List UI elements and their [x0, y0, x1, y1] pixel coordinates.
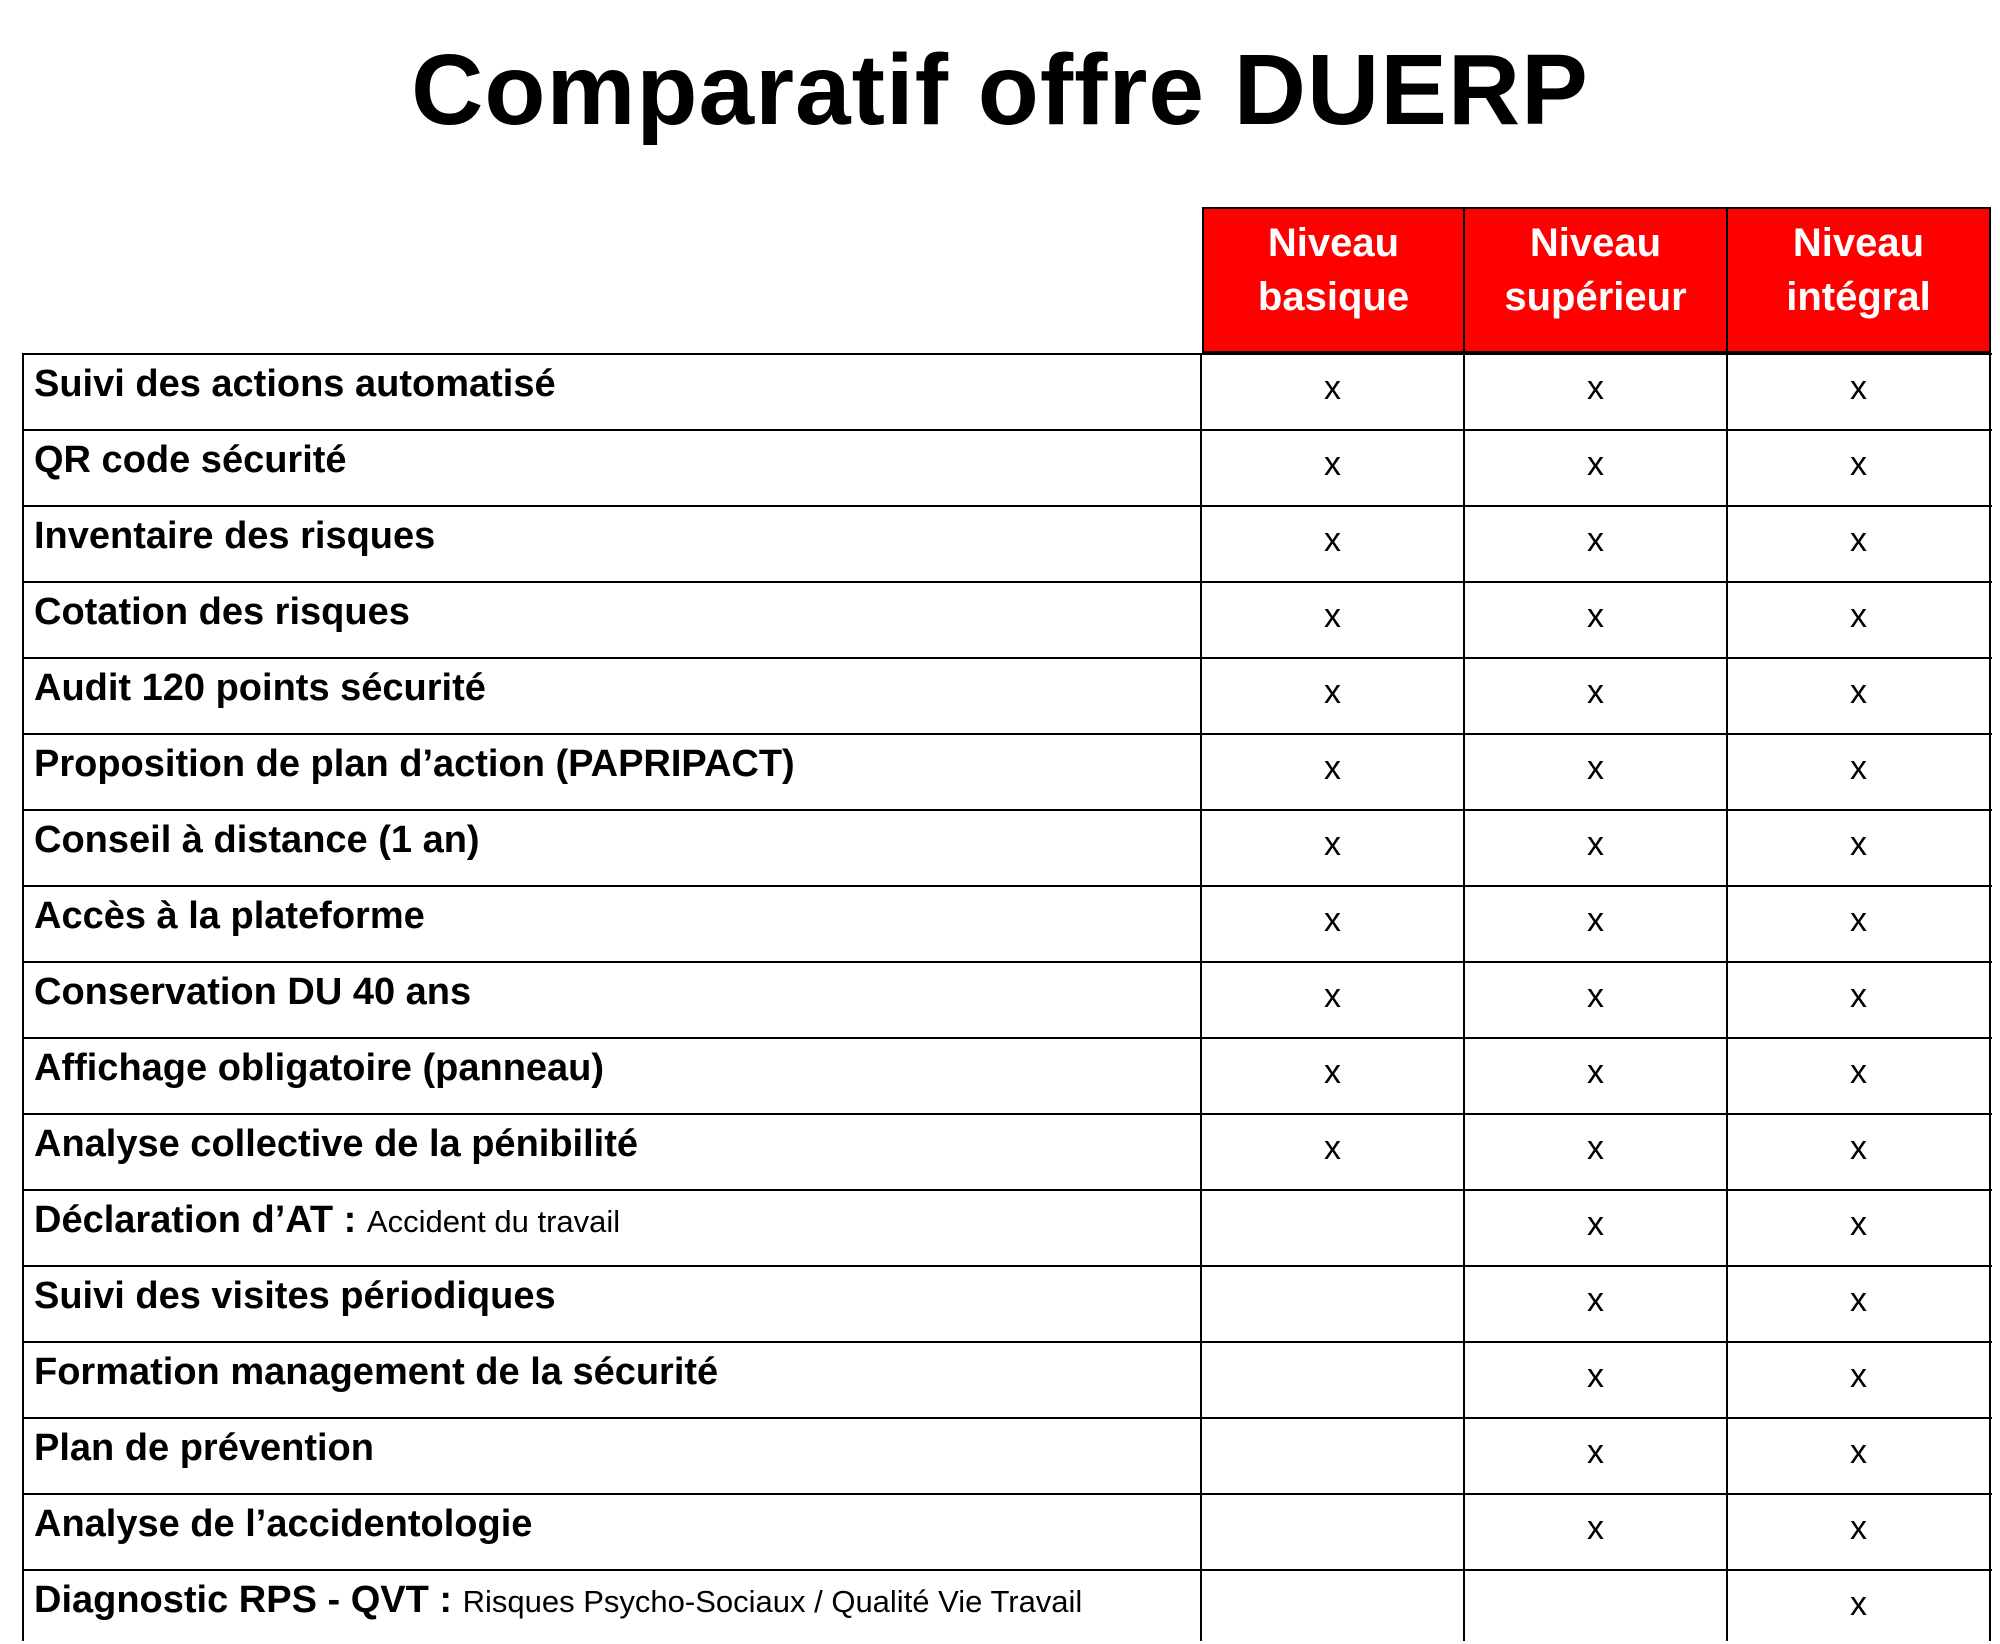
feature-cell	[22, 1419, 1202, 1493]
column-header-integral	[1728, 207, 1991, 353]
column-header-line: intégral	[1786, 275, 1931, 319]
column-header-line: basique	[1257, 275, 1410, 319]
feature-cell	[22, 1039, 1202, 1113]
feature-cell	[22, 811, 1202, 885]
feature-label: Formation management de la sécurité	[34, 1351, 719, 1393]
table-row	[22, 1495, 1992, 1571]
mark-cell: x	[1202, 1115, 1465, 1189]
feature-cell	[22, 1191, 1202, 1265]
mark-cell: x	[1465, 355, 1728, 429]
comparison-table	[22, 207, 1992, 1641]
mark-cell: x	[1202, 1039, 1465, 1113]
mark-cell: x	[1728, 355, 1991, 429]
feature-label: Diagnostic RPS - QVT :	[34, 1579, 463, 1621]
table-row	[22, 507, 1992, 583]
feature-label: Affichage obligatoire (panneau)	[34, 1047, 605, 1089]
mark-cell: x	[1465, 1267, 1728, 1341]
header-spacer	[22, 207, 1202, 353]
feature-cell	[22, 659, 1202, 733]
mark-cell: x	[1465, 735, 1728, 809]
feature-label: Conservation DU 40 ans	[34, 971, 472, 1013]
mark-cell: x	[1202, 583, 1465, 657]
feature-label: Analyse de l’accidentologie	[34, 1503, 533, 1545]
feature-label: Cotation des risques	[34, 591, 410, 633]
feature-cell	[22, 735, 1202, 809]
feature-label: Proposition de plan d’action (PAPRIPACT)	[34, 743, 795, 785]
mark-cell: x	[1202, 431, 1465, 505]
mark-cell: x	[1728, 1191, 1991, 1265]
feature-label: Accès à la plateforme	[34, 895, 425, 937]
mark-cell	[1465, 1571, 1728, 1641]
feature-cell	[22, 1495, 1202, 1569]
feature-cell	[22, 1115, 1202, 1189]
mark-cell: x	[1202, 963, 1465, 1037]
mark-cell: x	[1728, 583, 1991, 657]
mark-cell: x	[1465, 431, 1728, 505]
mark-cell: x	[1728, 659, 1991, 733]
table-body	[22, 353, 1992, 1641]
feature-cell	[22, 507, 1202, 581]
column-header-line: supérieur	[1504, 275, 1687, 319]
mark-cell: x	[1728, 811, 1991, 885]
mark-cell	[1202, 1419, 1465, 1493]
mark-cell: x	[1728, 1115, 1991, 1189]
table-row	[22, 1267, 1992, 1343]
mark-cell: x	[1728, 963, 1991, 1037]
mark-cell: x	[1465, 811, 1728, 885]
feature-label: Inventaire des risques	[34, 515, 436, 557]
column-header-line: Niveau	[1529, 221, 1662, 265]
table-row	[22, 735, 1992, 811]
table-row	[22, 1191, 1992, 1267]
mark-cell: x	[1202, 355, 1465, 429]
mark-cell: x	[1202, 659, 1465, 733]
table-row	[22, 1571, 1992, 1641]
feature-cell	[22, 583, 1202, 657]
column-header-superieur	[1465, 207, 1728, 353]
feature-cell	[22, 1343, 1202, 1417]
feature-note: Risques Psycho-Sociaux / Qualité Vie Travail	[462, 1584, 1083, 1619]
feature-cell	[22, 887, 1202, 961]
mark-cell: x	[1465, 963, 1728, 1037]
header-row	[22, 207, 1992, 353]
feature-cell	[22, 355, 1202, 429]
column-header-basique	[1202, 207, 1465, 353]
mark-cell: x	[1465, 659, 1728, 733]
table-row	[22, 583, 1992, 659]
table-row	[22, 1039, 1992, 1115]
mark-cell	[1202, 1191, 1465, 1265]
mark-cell: x	[1465, 1039, 1728, 1113]
mark-cell: x	[1202, 507, 1465, 581]
mark-cell	[1202, 1571, 1465, 1641]
table-row	[22, 1343, 1992, 1419]
mark-cell: x	[1728, 887, 1991, 961]
table-row	[22, 659, 1992, 735]
page-title: Comparatif offre DUERP	[411, 34, 1589, 146]
table-row	[22, 887, 1992, 963]
mark-cell: x	[1728, 1495, 1991, 1569]
feature-label: Plan de prévention	[34, 1427, 374, 1469]
feature-cell	[22, 1571, 1202, 1641]
feature-note: Accident du travail	[366, 1204, 621, 1239]
feature-label: Suivi des actions automatisé	[34, 363, 556, 405]
feature-label: Suivi des visites périodiques	[34, 1275, 556, 1317]
mark-cell: x	[1465, 1419, 1728, 1493]
table-row	[22, 1115, 1992, 1191]
mark-cell: x	[1728, 431, 1991, 505]
mark-cell: x	[1202, 735, 1465, 809]
table-row	[22, 811, 1992, 887]
table-row	[22, 1419, 1992, 1495]
mark-cell: x	[1465, 583, 1728, 657]
mark-cell: x	[1465, 1495, 1728, 1569]
mark-cell	[1202, 1267, 1465, 1341]
mark-cell	[1202, 1495, 1465, 1569]
column-header-line: Niveau	[1267, 221, 1400, 265]
table-row	[22, 431, 1992, 507]
table-row	[22, 963, 1992, 1039]
mark-cell: x	[1728, 1039, 1991, 1113]
mark-cell: x	[1465, 1115, 1728, 1189]
mark-cell: x	[1202, 811, 1465, 885]
mark-cell: x	[1728, 1267, 1991, 1341]
mark-cell: x	[1465, 887, 1728, 961]
feature-label: Analyse collective de la pénibilité	[34, 1123, 639, 1165]
table-row	[22, 355, 1992, 431]
mark-cell: x	[1728, 1343, 1991, 1417]
mark-cell: x	[1728, 735, 1991, 809]
mark-cell: x	[1728, 507, 1991, 581]
feature-cell	[22, 1267, 1202, 1341]
feature-label: QR code sécurité	[34, 439, 347, 481]
feature-cell	[22, 963, 1202, 1037]
mark-cell: x	[1728, 1571, 1991, 1641]
feature-label: Audit 120 points sécurité	[34, 667, 486, 709]
mark-cell: x	[1465, 507, 1728, 581]
column-header-line: Niveau	[1792, 221, 1925, 265]
mark-cell: x	[1465, 1343, 1728, 1417]
mark-cell: x	[1202, 887, 1465, 961]
feature-label: Déclaration d’AT :	[34, 1199, 367, 1241]
feature-cell	[22, 431, 1202, 505]
mark-cell: x	[1728, 1419, 1991, 1493]
mark-cell	[1202, 1343, 1465, 1417]
mark-cell: x	[1465, 1191, 1728, 1265]
feature-label: Conseil à distance (1 an)	[34, 819, 480, 861]
